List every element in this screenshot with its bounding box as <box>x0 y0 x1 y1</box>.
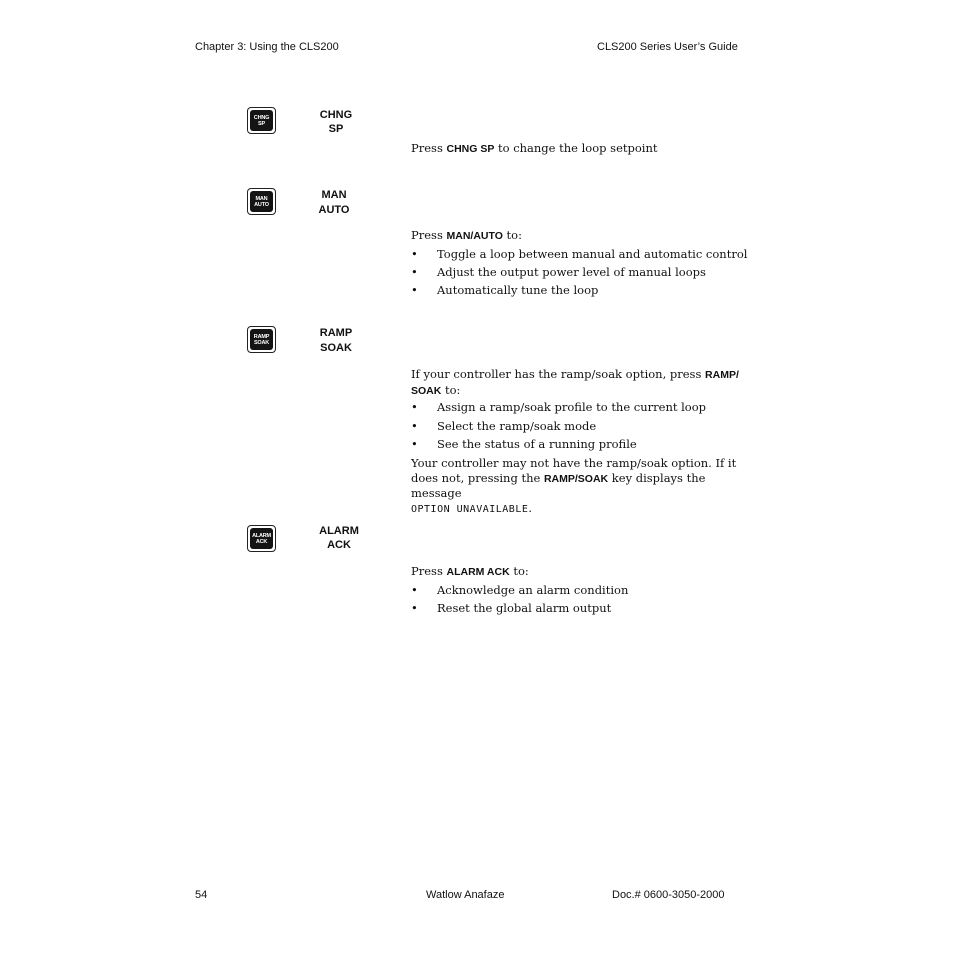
ramp-soak-key-icon: RAMP SOAK <box>247 326 276 353</box>
man-auto-key-label: MAN AUTO <box>318 189 350 216</box>
alarm-ack-intro: Press ALARM ACK to: <box>411 564 529 578</box>
alarm-ack-key-label: ALARM ACK <box>319 525 359 551</box>
ramp-soak-intro: If your controller has the ramp/soak option, press RAMP/ SOAK to: <box>411 367 739 397</box>
ramp-soak-note: Your controller may not have the ramp/soak option. If it does not, pressing the RAMP/SOAK key displays the message OPTION UNAVAILABLE. <box>411 456 737 515</box>
list-item: • Toggle a loop between manual and automatic control <box>411 247 748 261</box>
chng-sp-description: Press CHNG SP to change the loop setpoint <box>411 141 658 155</box>
chng-sp-key-label: CHNG SP <box>319 109 353 135</box>
list-item: • Automatically tune the loop <box>411 283 599 297</box>
alarm-ack-key-icon: ALARM ACK <box>247 525 276 552</box>
footer-doc-number: Doc.# 0600-3050-2000 <box>612 889 725 901</box>
header-guide-title: CLS200 Series User’s Guide <box>597 41 738 53</box>
man-auto-key-icon: MAN AUTO <box>247 188 276 215</box>
list-item: • See the status of a running profile <box>411 437 637 451</box>
list-item: • Select the ramp/soak mode <box>411 419 597 433</box>
chng-sp-key-icon: CHNG SP <box>247 107 276 134</box>
option-unavailable-message: OPTION UNAVAILABLE <box>411 503 529 515</box>
ramp-soak-key-label: RAMP SOAK <box>319 327 353 354</box>
list-item: • Acknowledge an alarm condition <box>411 583 629 597</box>
list-item: • Adjust the output power level of manual loops <box>411 265 706 279</box>
footer-company: Watlow Anafaze <box>426 889 505 901</box>
header-chapter: Chapter 3: Using the CLS200 <box>195 41 339 53</box>
page-number: 54 <box>195 889 208 901</box>
list-item: • Assign a ramp/soak profile to the current loop <box>411 400 707 414</box>
man-auto-intro: Press MAN/AUTO to: <box>411 228 522 242</box>
list-item: • Reset the global alarm output <box>411 601 612 615</box>
